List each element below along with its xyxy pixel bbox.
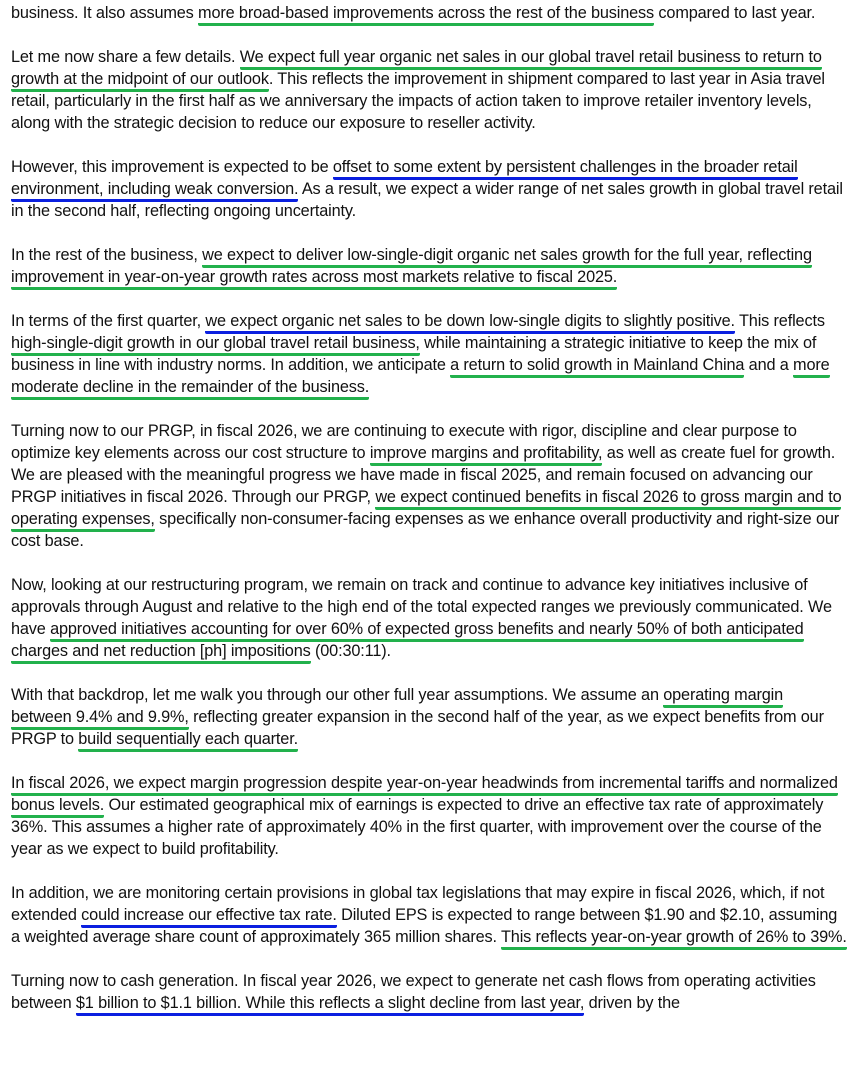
green-underlined-highlight: a return to solid growth in Mainland China bbox=[450, 356, 744, 378]
green-underlined-highlight: high-single-digit growth in our global travel retail business, bbox=[11, 334, 420, 356]
paragraph-text: Our estimated geographical mix of earnings is expected to drive an effective tax rate of approximately 36%. This assumes a higher rate of approximately 40% in the first quarter, with improvement over the course of the year as we expect to build profitability. bbox=[11, 796, 824, 858]
paragraph-text: business. It also assumes bbox=[11, 4, 199, 22]
paragraph-text: driven by the bbox=[584, 994, 680, 1012]
green-underlined-highlight: improve margins and profitability, bbox=[370, 444, 603, 466]
transcript-paragraph bbox=[11, 574, 847, 662]
transcript-document bbox=[11, 2, 847, 1036]
blue-underlined-highlight: $1 billion to $1.1 billion. While this reflects a slight decline from last year, bbox=[76, 994, 584, 1016]
green-underlined-highlight: we expect continued benefits in fiscal 2026 to gross margin and to operating expenses, bbox=[11, 488, 841, 532]
paragraph-text: (00:30:11). bbox=[310, 642, 391, 660]
green-underlined-highlight: This reflects year-on-year growth of 26% to 39%. bbox=[501, 928, 847, 950]
green-underlined-highlight: we expect to deliver low-single-digit organic net sales growth for the full year, reflecting improvement in year-on-year growth rates across most markets relative to fiscal 2025. bbox=[11, 246, 812, 290]
transcript-paragraph bbox=[11, 2, 847, 24]
paragraph-text: Turning now to cash generation. In fiscal year 2026, we expect to generate net cash flows from operating activities between bbox=[11, 972, 816, 1012]
paragraph-text: specifically non-consumer-facing expenses as we enhance overall productivity and right-size our cost base. bbox=[11, 510, 840, 550]
transcript-paragraph bbox=[11, 244, 847, 288]
green-underlined-highlight: more moderate decline in the remainder of the business. bbox=[11, 356, 830, 400]
paragraph-text: With that backdrop, let me walk you through our other full year assumptions. We assume an bbox=[11, 686, 664, 704]
transcript-paragraph bbox=[11, 684, 847, 750]
paragraph-text: This reflects bbox=[734, 312, 825, 330]
paragraph-text: Let me now share a few details. bbox=[11, 48, 240, 66]
green-underlined-highlight: more broad-based improvements across the rest of the business bbox=[198, 4, 654, 26]
green-underlined-highlight: In fiscal 2026, we expect margin progression despite year-on-year headwinds from incremental tariffs and normalized bonus levels. bbox=[11, 774, 838, 818]
transcript-paragraph bbox=[11, 310, 847, 398]
paragraph-text: Now, looking at our restructuring program, we remain on track and continue to advance key initiatives inclusive of approvals through August and relative to the high end of the total expected ranges we previously communicated. We have bbox=[11, 576, 832, 638]
paragraph-text: In terms of the first quarter, bbox=[11, 312, 206, 330]
paragraph-text: as well as create fuel for growth. We are pleased with the meaningful progress we have made in fiscal 2025, and remain focused on advancing our PRGP initiatives in fiscal 2026. Through our PRGP, bbox=[11, 444, 836, 506]
green-underlined-highlight: We expect full year organic net sales in our global travel retail business to return to growth at the midpoint of our outlook bbox=[11, 48, 822, 92]
transcript-paragraph bbox=[11, 970, 847, 1014]
paragraph-text: However, this improvement is expected to be bbox=[11, 158, 333, 176]
blue-underlined-highlight: we expect organic net sales to be down low-single digits to slightly positive. bbox=[205, 312, 735, 334]
transcript-paragraph bbox=[11, 46, 847, 134]
blue-underlined-highlight: offset to some extent by persistent challenges in the broader retail environment, including weak conversion. bbox=[11, 158, 798, 202]
paragraph-text: while maintaining a strategic initiative to keep the mix of business in line with industry norms. In addition, we anticipate bbox=[11, 334, 817, 374]
paragraph-text: As a result, we expect a wider range of net sales growth in global travel retail in the second half, reflecting ongoing uncertainty. bbox=[11, 180, 843, 220]
green-underlined-highlight: build sequentially each quarter. bbox=[78, 730, 298, 752]
transcript-paragraph bbox=[11, 420, 847, 552]
paragraph-text: and a bbox=[744, 356, 794, 374]
paragraph-text: compared to last year. bbox=[654, 4, 816, 22]
green-underlined-highlight: approved initiatives accounting for over 60% of expected gross benefits and nearly 50% of both anticipated charges and net reduction [ph] impositions bbox=[11, 620, 804, 664]
transcript-paragraph bbox=[11, 156, 847, 222]
blue-underlined-highlight: could increase our effective tax rate. bbox=[81, 906, 337, 928]
paragraph-text: Turning now to our PRGP, in fiscal 2026, we are continuing to execute with rigor, discipline and clear purpose to optimize key elements across our cost structure to bbox=[11, 422, 797, 462]
transcript-paragraph bbox=[11, 882, 847, 948]
transcript-paragraph bbox=[11, 772, 847, 860]
paragraph-text: Diluted EPS is expected to range between $1.90 and $2.10, assuming a weighted average share count of approximately 365 million shares. bbox=[11, 906, 838, 946]
paragraph-text: In the rest of the business, bbox=[11, 246, 203, 264]
green-underlined-highlight: operating margin between 9.4% and 9.9%, bbox=[11, 686, 783, 730]
paragraph-text: . This reflects the improvement in shipment compared to last year in Asia travel retail, particularly in the first half as we anniversary the impacts of action taken to improve retailer inventory levels, along with the strategic decision to reduce our exposure to reseller activity. bbox=[11, 70, 825, 132]
paragraph-text: In addition, we are monitoring certain provisions in global tax legislations that may expire in fiscal 2026, which, if not extended bbox=[11, 884, 825, 924]
paragraph-text: reflecting greater expansion in the second half of the year, as we expect benefits from our PRGP to bbox=[11, 708, 824, 748]
